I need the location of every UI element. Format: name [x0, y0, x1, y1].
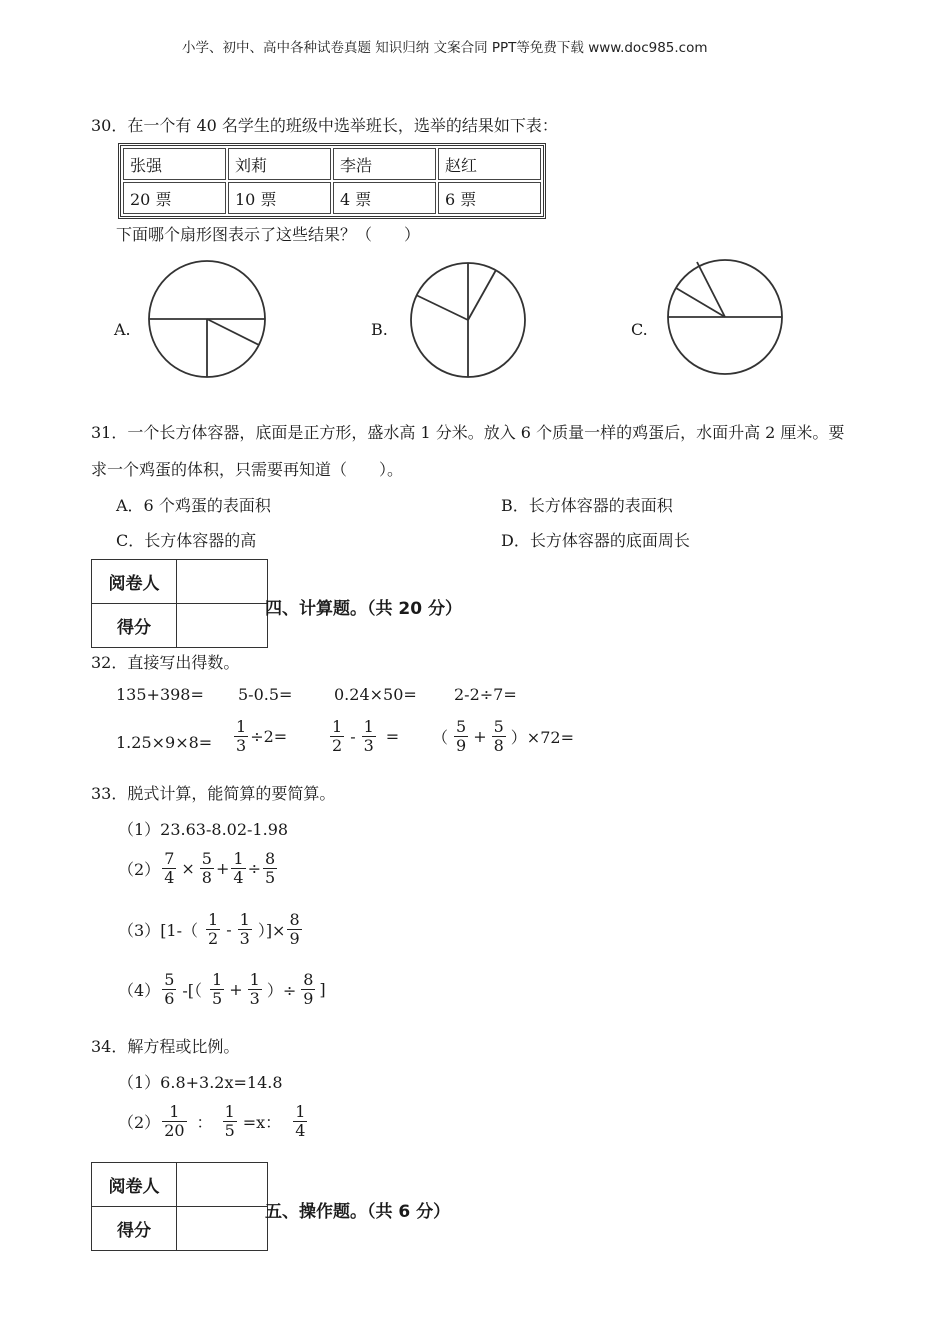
q30-stem: 30．在一个有 40 名学生的班级中选举班长，选举的结果如下表： [91, 116, 558, 135]
score-box [91, 559, 268, 648]
denominator: 8 [201, 868, 212, 888]
operator: ÷2= [250, 727, 288, 747]
bracket: [1-（ [160, 921, 199, 941]
denominator: 3 [239, 929, 250, 949]
score-field[interactable] [177, 1207, 268, 1251]
operator: + [229, 980, 243, 1000]
denominator: 4 [295, 1121, 306, 1141]
q33-part-4 [118, 971, 326, 1009]
q32-expr-2: 5-0.5= [238, 685, 293, 704]
numerator: 5 [164, 970, 175, 989]
table-cell: 20 票 [123, 182, 226, 214]
denominator: 5 [224, 1121, 235, 1141]
q32-expr-5: 1.25×9×8= [116, 733, 213, 752]
q34-part-2 [118, 1103, 309, 1141]
numerator: 1 [332, 717, 343, 736]
operator: ）×72= [510, 728, 574, 748]
denominator: 3 [236, 736, 247, 756]
numerator: 1 [162, 1103, 186, 1122]
denominator: 3 [249, 989, 260, 1009]
pie-b-radius [468, 270, 496, 320]
numerator: 8 [303, 970, 314, 989]
option-a-label: A. [114, 320, 131, 339]
denominator: 5 [264, 868, 276, 888]
operator: ： [196, 1113, 213, 1133]
pie-a-radius [207, 319, 259, 345]
table-cell: 李浩 [333, 148, 436, 180]
fraction [454, 718, 468, 756]
table-cell: 赵红 [438, 148, 541, 180]
denominator: 5 [212, 989, 223, 1009]
operator: = [385, 727, 400, 747]
fraction [248, 971, 262, 1009]
q31-option-d: D．长方体容器的底面周长 [501, 531, 690, 550]
denominator: 2 [208, 929, 219, 949]
fraction [162, 1103, 186, 1141]
part-label: （2） [118, 860, 161, 880]
q32-expr-1: 135+398= [116, 685, 204, 704]
q30-question: 下面哪个扇形图表示了这些结果？（ ） [116, 225, 421, 244]
denominator: 9 [456, 736, 467, 756]
numerator: 1 [236, 717, 247, 736]
table-cell: 张强 [123, 148, 226, 180]
q33-stem: 33．脱式计算，能简算的要简算。 [91, 784, 336, 803]
part-label: （2） [118, 1113, 161, 1133]
numerator: 5 [456, 717, 467, 736]
score-label: 得分 [92, 1207, 177, 1251]
numerator: 8 [264, 849, 276, 868]
score-label: 得分 [92, 604, 177, 648]
numerator: 1 [249, 970, 260, 989]
fraction [263, 850, 277, 888]
numerator: 1 [295, 1102, 306, 1121]
fraction [301, 971, 315, 1009]
fraction [293, 1103, 307, 1141]
option-c-label: C. [631, 320, 648, 339]
q34-stem: 34．解方程或比例。 [91, 1037, 240, 1056]
table-cell: 4 票 [333, 182, 436, 214]
operator: ）÷ [266, 981, 297, 1001]
fraction [362, 718, 376, 756]
option-b-label: B. [371, 320, 388, 339]
reviewer-field[interactable] [177, 560, 268, 604]
bracket: ）]× [257, 921, 286, 941]
numerator: 5 [493, 717, 504, 736]
denominator: 9 [289, 929, 300, 949]
operator: - [226, 920, 232, 940]
part-label: （3） [118, 921, 161, 941]
q32-expr-8 [432, 718, 574, 756]
q34-part-1: （1）6.8+3.2x=14.8 [118, 1073, 283, 1092]
pie-chart-c [667, 259, 785, 377]
denominator: 6 [164, 989, 175, 1009]
fraction [162, 850, 176, 888]
table-cell: 6 票 [438, 182, 541, 214]
numerator: 8 [289, 910, 300, 929]
denominator: 2 [332, 736, 343, 756]
numerator: 5 [201, 849, 212, 868]
operator: =x： [242, 1113, 282, 1133]
operator: - [350, 727, 356, 747]
table-row [92, 560, 268, 604]
section-5-title: 五、操作题。（共 6 分） [265, 1202, 451, 1222]
fraction [330, 718, 344, 756]
bracket: -[（ [182, 981, 203, 1001]
fraction [238, 911, 252, 949]
numerator: 1 [208, 910, 219, 929]
q32-expr-6 [232, 718, 287, 756]
q33-part-2 [118, 850, 279, 888]
table-row [123, 148, 541, 180]
q33-part-3 [118, 911, 304, 949]
vote-table [118, 143, 546, 219]
table-cell: 刘莉 [228, 148, 331, 180]
operator: ÷ [247, 859, 261, 879]
q31-option-a: A．6 个鸡蛋的表面积 [116, 496, 271, 515]
denominator: 20 [164, 1121, 185, 1141]
q33-part-1: （1）23.63-8.02-1.98 [118, 820, 289, 839]
score-field[interactable] [177, 604, 268, 648]
numerator: 1 [233, 849, 244, 868]
denominator: 8 [493, 736, 504, 756]
fraction [492, 718, 506, 756]
fraction [210, 971, 224, 1009]
table-row [92, 1163, 268, 1207]
table-cell: 10 票 [228, 182, 331, 214]
pie-chart-a [147, 261, 267, 381]
paren: （ [432, 728, 449, 748]
numerator: 1 [224, 1102, 235, 1121]
operator: + [473, 727, 487, 747]
q31-option-b: B．长方体容器的表面积 [501, 496, 673, 515]
numerator: 1 [239, 910, 250, 929]
operator: × [181, 859, 195, 879]
score-box [91, 1162, 268, 1251]
bracket: ] [319, 980, 326, 1000]
reviewer-field[interactable] [177, 1163, 268, 1207]
numerator: 1 [363, 717, 374, 736]
page-header: 小学、初中、高中各种试卷真题 知识归纳 文案合同 PPT等免费下载 www.doc985.com [182, 40, 708, 56]
q31-option-c: C．长方体容器的高 [116, 531, 257, 550]
numerator: 1 [212, 970, 223, 989]
q31-line2: 求一个鸡蛋的体积，只需要再知道（ ）。 [91, 460, 404, 479]
table-row [92, 604, 268, 648]
q31-line1: 31．一个长方体容器，底面是正方形，盛水高 1 分米。放入 6 个质量一样的鸡蛋后，水面升高 2 厘米。要 [91, 423, 845, 442]
q32-stem: 32．直接写出得数。 [91, 653, 240, 672]
numerator: 7 [164, 849, 175, 868]
section-4-title: 四、计算题。（共 20 分） [265, 599, 462, 619]
denominator: 9 [303, 989, 314, 1009]
pie-chart-b [410, 262, 528, 380]
pie-b-radius [416, 295, 468, 320]
denominator: 4 [233, 868, 244, 888]
denominator: 4 [164, 868, 175, 888]
part-label: （4） [118, 981, 161, 1001]
reviewer-label: 阅卷人 [92, 1163, 177, 1207]
table-row [123, 182, 541, 214]
fraction [162, 971, 176, 1009]
fraction [231, 850, 245, 888]
operator: + [215, 859, 230, 879]
fraction [206, 911, 220, 949]
fraction [223, 1103, 237, 1141]
fraction [287, 911, 301, 949]
q32-expr-4: 2-2÷7= [454, 685, 517, 704]
denominator: 3 [363, 736, 374, 756]
reviewer-label: 阅卷人 [92, 560, 177, 604]
fraction [200, 850, 214, 888]
q32-expr-3: 0.24×50= [334, 685, 417, 704]
fraction [234, 718, 248, 756]
table-row [92, 1207, 268, 1251]
q32-expr-7 [328, 718, 399, 756]
